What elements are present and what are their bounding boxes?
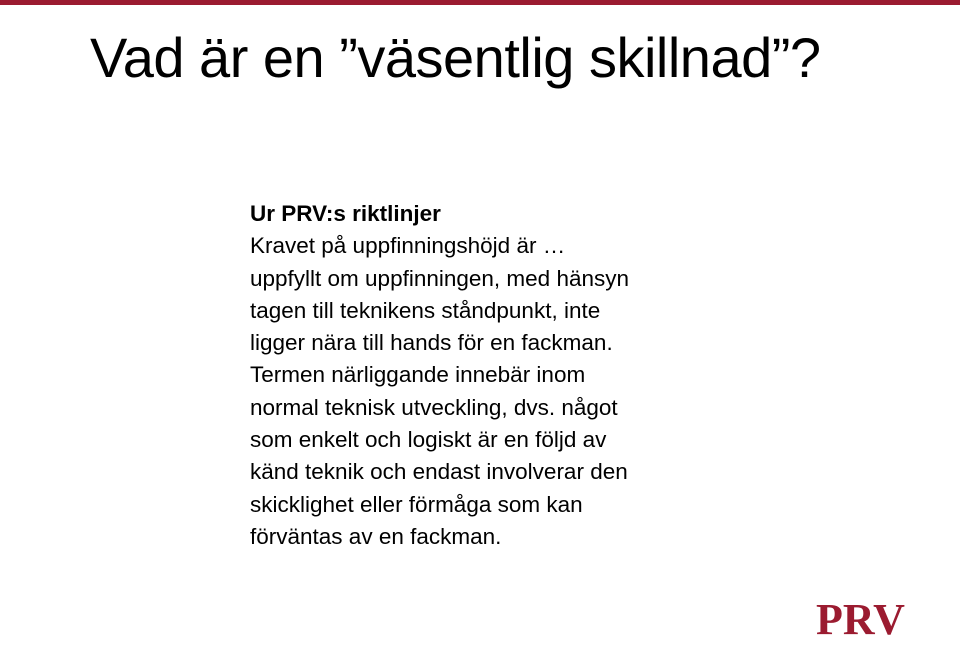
body-heading: Ur PRV:s riktlinjer xyxy=(250,201,441,226)
body-line: Termen närliggande innebär inom xyxy=(250,362,586,388)
body-text xyxy=(250,198,720,553)
body-line: som enkelt och logiskt är en följd av xyxy=(250,427,607,453)
slide-title: Vad är en ”väsentlig skillnad”? xyxy=(90,26,821,89)
body-line: tagen till teknikens ståndpunkt, inte xyxy=(250,297,601,323)
prv-logo: PRV xyxy=(816,595,905,644)
body-line: Kravet på uppfinningshöjd är … xyxy=(250,233,566,259)
body-line: normal teknisk utveckling, dvs. något xyxy=(250,394,618,420)
body-line: ligger nära till hands för en fackman. xyxy=(250,330,613,356)
top-accent-bar xyxy=(0,0,960,5)
body-line: förväntas av en fackman. xyxy=(250,523,502,549)
body-line: skicklighet eller förmåga som kan xyxy=(250,491,583,517)
body-line: känd teknik och endast involverar den xyxy=(250,459,628,485)
body-line: uppfyllt om uppfinningen, med hänsyn xyxy=(250,265,629,291)
